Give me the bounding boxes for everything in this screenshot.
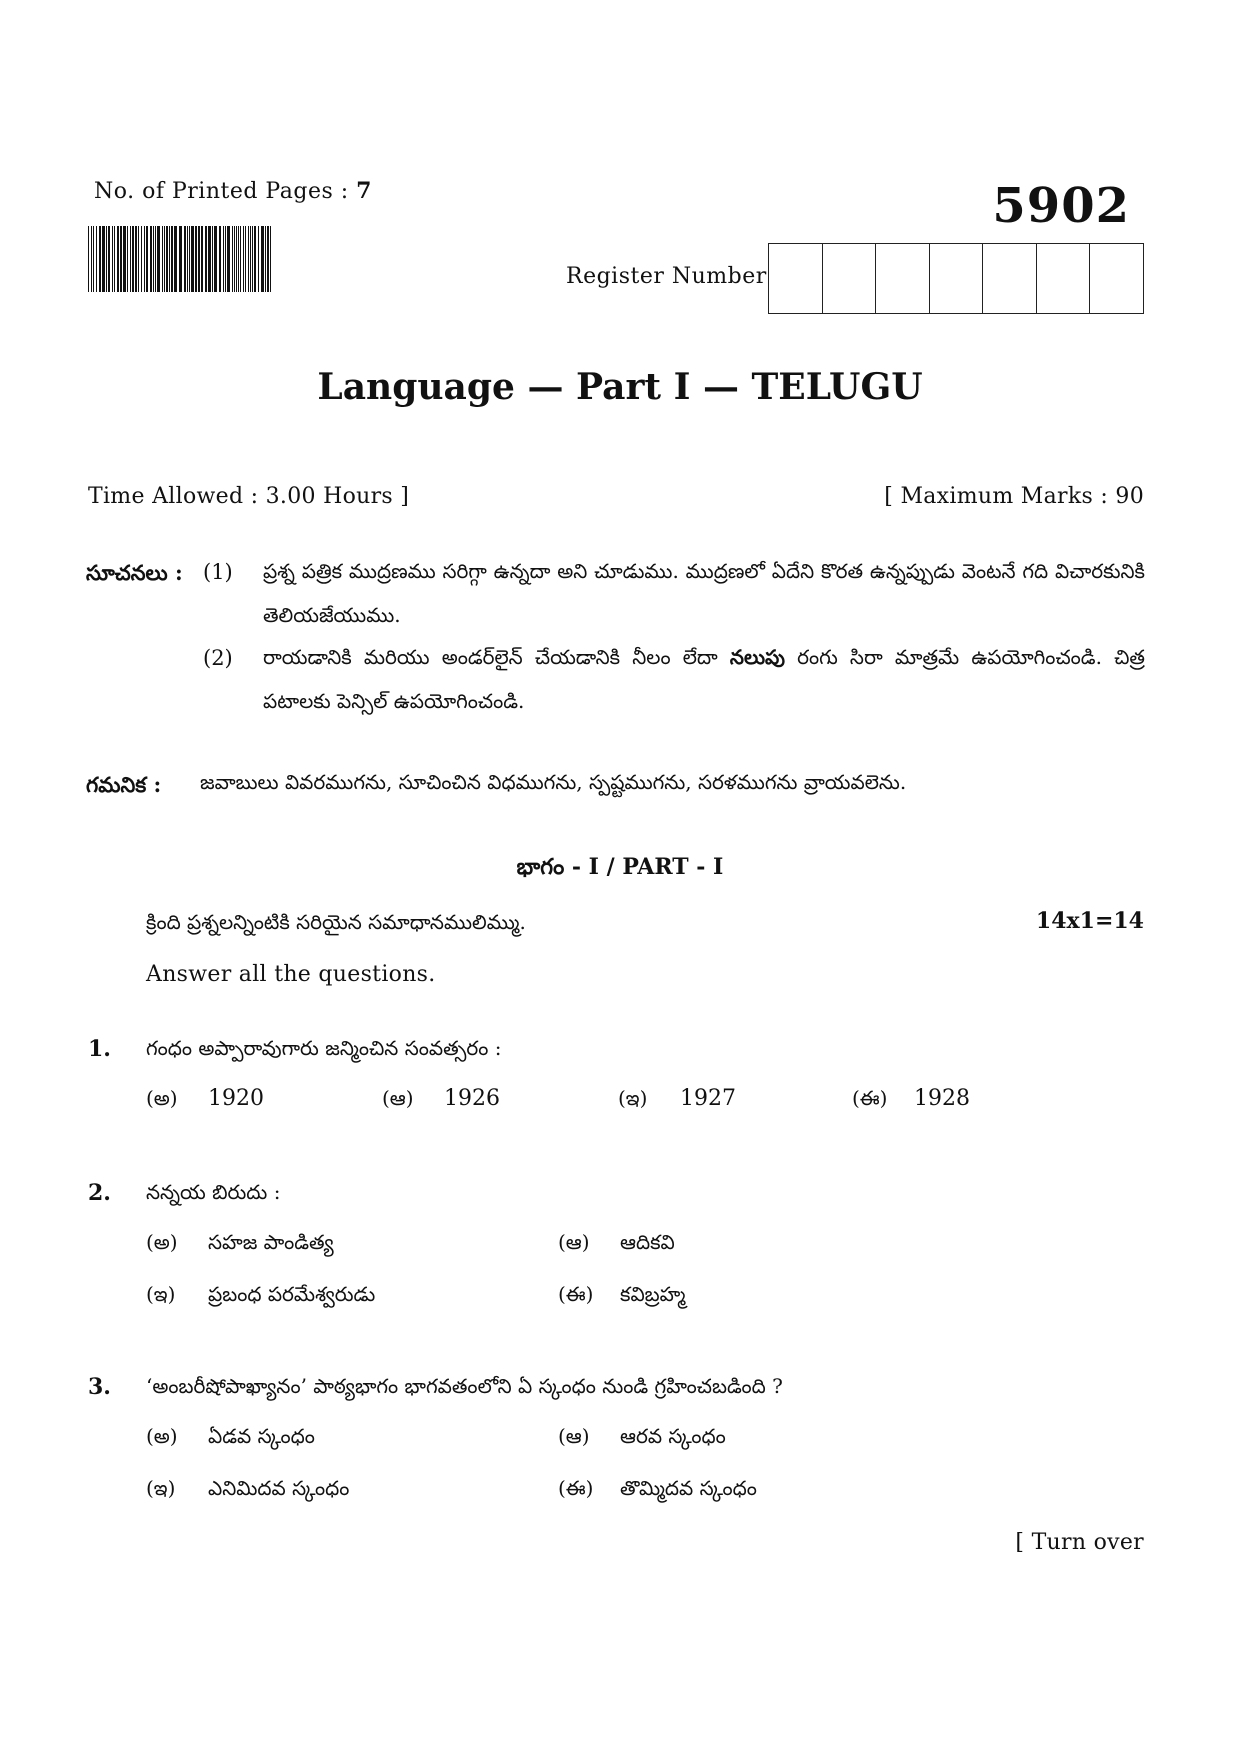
instruction-1-text: ప్రశ్న పత్రిక ముద్రణము సరిగ్గా ఉన్నదా అని చూడుము. ముద్రణలో ఏదేని కొరత ఉన్నప్పుడు వెంటనే గది విచారకునికి తెలియజేయుము. (263, 559, 1145, 627)
option-label: (ఆ) (558, 1230, 590, 1254)
instructions-heading: సూచనలు : (86, 560, 183, 585)
note-heading: గమనిక : (86, 772, 162, 797)
section-instruction-telugu: క్రింది ప్రశ్నలన్నింటికి సరియైన సమాధానములిమ్ము. (146, 910, 526, 934)
option-value: ఆదికవి (620, 1230, 675, 1254)
option-label: (అ) (146, 1424, 178, 1448)
register-number-label: Register Number (566, 264, 767, 289)
question-2-option-b (558, 1230, 675, 1259)
option-value: 1927 (680, 1086, 736, 1111)
register-digit-box (875, 244, 929, 313)
time-allowed: Time Allowed : 3.00 Hours ] (88, 484, 410, 509)
option-value: ఆరవ స్కంధం (620, 1424, 726, 1448)
option-value: 1928 (914, 1086, 970, 1111)
question-2-text: నన్నయ బిరుదు : (146, 1180, 281, 1204)
option-value: ఏడవ స్కంధం (208, 1424, 315, 1448)
section-instruction-english: Answer all the questions. (146, 962, 436, 987)
option-label: (ఆ) (558, 1424, 590, 1448)
question-3-option-c (146, 1476, 349, 1505)
barcode-image (88, 226, 274, 292)
question-3-option-b (558, 1424, 726, 1453)
option-value: ప్రబంధ పరమేశ్వరుడు (208, 1282, 376, 1306)
option-label: (అ) (146, 1230, 178, 1254)
question-2-number: 2. (88, 1180, 111, 1206)
option-label: (ఈ) (852, 1086, 888, 1110)
register-digit-box (1089, 244, 1143, 313)
section-marks: 14x1=14 (1035, 908, 1144, 934)
instruction-2-number: (2) (203, 646, 233, 670)
option-label: (ఇ) (146, 1282, 176, 1306)
exam-title: Language — Part I — TELUGU (317, 366, 923, 408)
register-digit-box (822, 244, 876, 313)
instruction-2-text-end: రంగు సిరా మాత్రమే ఉపయోగించండి. చిత్ర పటాలకు పెన్సిల్ ఉపయోగించండి. (263, 645, 1145, 713)
option-label: (అ) (146, 1086, 178, 1110)
register-digit-box (929, 244, 983, 313)
option-label: (ఆ) (382, 1086, 414, 1110)
part-heading: భాగం - I / PART - I (516, 854, 724, 880)
option-label: (ఇ) (618, 1086, 648, 1110)
option-label: (ఈ) (558, 1282, 594, 1306)
instruction-2-text (263, 635, 1145, 723)
printed-pages-value: 7 (356, 178, 372, 204)
question-1-option-a (146, 1086, 264, 1115)
question-1-option-d (852, 1086, 970, 1115)
register-number-boxes (768, 243, 1144, 314)
question-3-number: 3. (88, 1374, 111, 1400)
instruction-2-text-start: రాయడానికి మరియు అండర్‌లైన్ చేయడానికి నీలం లేదా (263, 645, 730, 669)
question-1-option-b (382, 1086, 500, 1115)
option-value: తొమ్మిదవ స్కంధం (620, 1476, 757, 1500)
printed-pages-label: No. of Printed Pages : (94, 179, 357, 204)
option-value: సహజ పాండిత్య (208, 1230, 334, 1254)
maximum-marks: [ Maximum Marks : 90 (884, 484, 1144, 509)
question-2-option-d (558, 1282, 685, 1311)
option-value: 1926 (444, 1086, 500, 1111)
printed-pages-count (94, 178, 372, 204)
question-2-option-c (146, 1282, 375, 1311)
question-1-text: గంధం అప్పారావుగారు జన్మించిన సంవత్సరం : (146, 1036, 502, 1060)
option-label: (ఇ) (146, 1476, 176, 1500)
option-value: 1920 (208, 1086, 264, 1111)
option-label: (ఈ) (558, 1476, 594, 1500)
turn-over-note: [ Turn over (1015, 1530, 1144, 1555)
note-text: జవాబులు వివరముగను, సూచించిన విధముగను, స్పష్టముగను, సరళముగను వ్రాయవలెను. (200, 770, 907, 794)
register-digit-box (769, 244, 822, 313)
option-value: కవిబ్రహ్మ (620, 1282, 686, 1306)
question-3-option-d (558, 1476, 757, 1505)
question-2-option-a (146, 1230, 334, 1259)
paper-code: 5902 (992, 178, 1130, 234)
option-value: ఎనిమిదవ స్కంధం (208, 1476, 350, 1500)
register-digit-box (1036, 244, 1090, 313)
question-1-number: 1. (88, 1036, 111, 1062)
question-1-option-c (618, 1086, 736, 1115)
instruction-1-number: (1) (203, 560, 233, 584)
instruction-2-text-bold: నలుపు (729, 645, 786, 669)
register-digit-box (982, 244, 1036, 313)
question-3-option-a (146, 1424, 315, 1453)
question-3-text: ‘అంబరీషోపాఖ్యానం’ పాఠ్యభాగం భాగవతంలోని ఏ స్కంధం నుండి గ్రహించబడింది ? (146, 1374, 783, 1398)
